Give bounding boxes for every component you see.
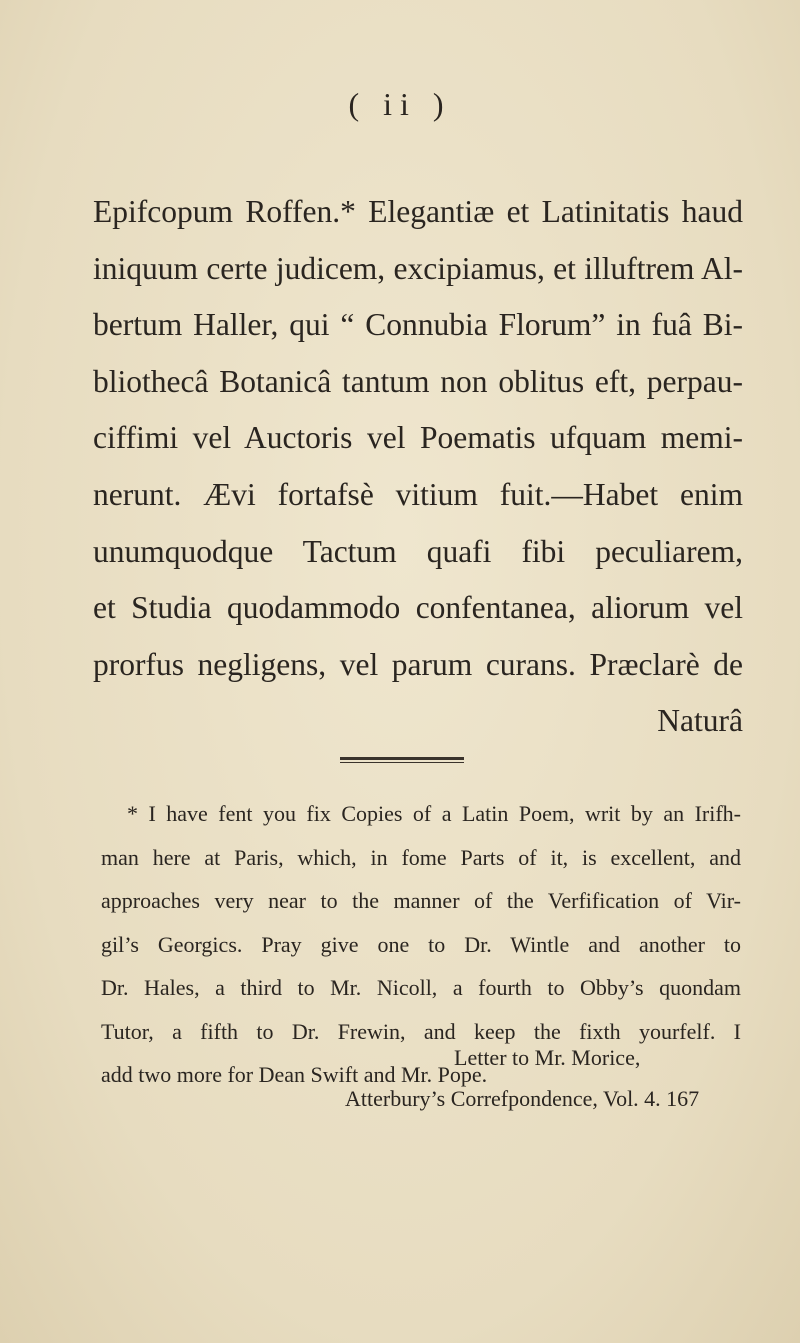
footnote-line: gil’s Georgics. Pray give one to Dr. Wintle and another to bbox=[101, 931, 741, 957]
footnote bbox=[101, 792, 741, 1097]
main-body-text bbox=[93, 184, 743, 750]
footnote-divider bbox=[340, 757, 464, 760]
footnote-line: add two more for Dean Swift and Mr. Pope. bbox=[101, 1062, 488, 1087]
footnote-line: man here at Paris, which, in fome Parts of it, is excellent, and bbox=[101, 844, 741, 870]
body-line: ciffimi vel Auctoris vel Poematis ufquam memi- bbox=[93, 420, 743, 456]
footnote-source-line-1: Letter to Mr. Morice, bbox=[454, 1045, 641, 1070]
body-line: bertum Haller, qui “ Connubia Florum” in fuâ Bi- bbox=[93, 307, 743, 343]
page-number: ( ii ) bbox=[348, 86, 452, 122]
body-line: iniquum certe judicem, excipiamus, et illuftrem Al- bbox=[93, 250, 743, 286]
body-line: unumquodque Tactum quafi fibi peculiarem, bbox=[93, 533, 743, 569]
body-line: bliothecâ Botanicâ tantum non oblitus eft, perpau- bbox=[93, 363, 743, 399]
footnote-line: Dr. Hales, a third to Mr. Nicoll, a fourth to Obby’s quondam bbox=[101, 975, 741, 1000]
footnote-line: Tutor, a fifth to Dr. Frewin, and keep the fixth yourfelf. I bbox=[101, 1018, 741, 1044]
catchword: Naturâ bbox=[657, 703, 743, 739]
body-line: Epifcopum Roffen.* Elegantiæ et Latinitatis haud bbox=[93, 194, 743, 229]
footnote-divider-thin bbox=[340, 762, 464, 763]
body-line: nerunt. Ævi fortafsè vitium fuit.—Habet enim bbox=[93, 476, 743, 512]
footnote-line: approaches very near to the manner of the Verfification of Vir- bbox=[101, 888, 741, 913]
body-line: prorfus negligens, vel parum curans. Præclarè de bbox=[93, 646, 743, 682]
body-line: et Studia quodammodo confentanea, aliorum vel bbox=[93, 590, 743, 626]
footnote-line: * I have fent you fix Copies of a Latin Poem, writ by an Irifh- bbox=[127, 801, 741, 826]
footnote-source-line-2: Atterbury’s Correfpondence, Vol. 4. 167 bbox=[345, 1086, 700, 1111]
